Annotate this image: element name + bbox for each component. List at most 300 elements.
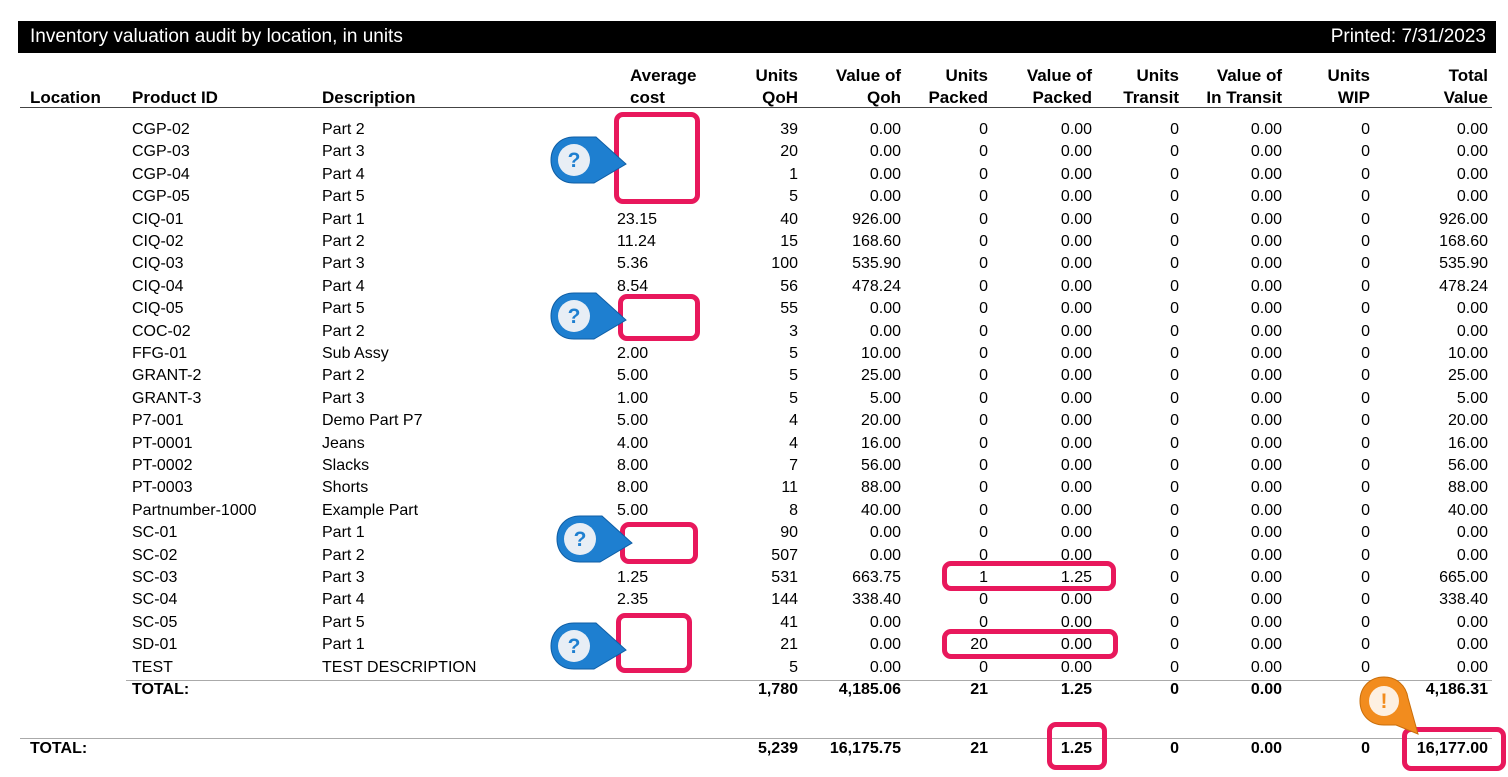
cell-units-qoh: 11 bbox=[781, 479, 798, 496]
cell-units-packed: 0 bbox=[979, 591, 988, 608]
cell-value-transit: 0.00 bbox=[1250, 121, 1282, 138]
cell-average-cost: 8.00 bbox=[617, 479, 649, 496]
cell-units-qoh: 531 bbox=[771, 569, 798, 586]
cell-total-value: 5.00 bbox=[1456, 390, 1488, 407]
cell-units-wip: 0 bbox=[1361, 300, 1370, 317]
cell-units-qoh: 100 bbox=[771, 255, 798, 272]
cell-units-wip: 0 bbox=[1361, 502, 1370, 519]
cell-average-cost: 5.00 bbox=[617, 367, 649, 384]
cell-description: Example Part bbox=[322, 502, 419, 519]
cell-units-qoh: 20 bbox=[780, 143, 798, 160]
cell-units-transit: 0 bbox=[1170, 547, 1179, 564]
cell-value-packed: 0.00 bbox=[1060, 233, 1092, 250]
cell-total-value: 0.00 bbox=[1456, 547, 1488, 564]
cell-description: Part 5 bbox=[322, 300, 365, 317]
header-units-wip: Units bbox=[1327, 66, 1370, 85]
cell-total-value: 0.00 bbox=[1456, 121, 1488, 138]
cell-average-cost: 4.00 bbox=[617, 435, 649, 452]
cell-value-packed: 0.00 bbox=[1060, 278, 1092, 295]
cell-units-qoh: 5 bbox=[789, 188, 798, 205]
cell-value-transit: 0.00 bbox=[1250, 502, 1282, 519]
cell-units-packed: 0 bbox=[979, 502, 988, 519]
cell-product-id: GRANT-3 bbox=[132, 390, 202, 407]
cell-units-transit: 0 bbox=[1170, 143, 1179, 160]
cell-units-packed: 0 bbox=[979, 614, 988, 631]
cell-product-id: PT-0003 bbox=[132, 479, 193, 496]
cell-units-transit: 0 bbox=[1170, 345, 1179, 362]
cell-description: Part 2 bbox=[322, 121, 365, 138]
location-total-value-transit: 0.00 bbox=[1250, 681, 1282, 698]
cell-units-qoh: 8 bbox=[789, 502, 798, 519]
cell-units-transit: 0 bbox=[1170, 569, 1179, 586]
cell-value-qoh: 663.75 bbox=[852, 569, 901, 586]
cell-units-transit: 0 bbox=[1170, 591, 1179, 608]
cell-product-id: CGP-02 bbox=[132, 121, 190, 138]
grand-total-value-qoh: 16,175.75 bbox=[829, 740, 901, 757]
cell-units-qoh: 21 bbox=[780, 636, 798, 653]
cell-value-qoh: 338.40 bbox=[852, 591, 901, 608]
cell-average-cost: 5.00 bbox=[617, 502, 649, 519]
question-callout-icon bbox=[548, 620, 628, 672]
header-value-packed-2: Packed bbox=[1032, 88, 1092, 107]
cell-units-transit: 0 bbox=[1170, 211, 1179, 228]
cell-value-packed: 0.00 bbox=[1060, 457, 1092, 474]
header-units-transit-2: Transit bbox=[1123, 88, 1179, 107]
cell-value-transit: 0.00 bbox=[1250, 255, 1282, 272]
cell-units-packed: 0 bbox=[979, 300, 988, 317]
cell-units-qoh: 55 bbox=[780, 300, 798, 317]
cell-value-qoh: 5.00 bbox=[869, 390, 901, 407]
cell-description: Shorts bbox=[322, 479, 369, 496]
cell-units-wip: 0 bbox=[1361, 390, 1370, 407]
cell-product-id: TEST bbox=[132, 659, 173, 676]
cell-description: Part 5 bbox=[322, 188, 365, 205]
cell-total-value: 0.00 bbox=[1456, 614, 1488, 631]
svg-text:?: ? bbox=[567, 635, 581, 658]
cell-units-packed: 0 bbox=[979, 188, 988, 205]
cell-total-value: 56.00 bbox=[1447, 457, 1488, 474]
cell-product-id: CIQ-04 bbox=[132, 278, 184, 295]
cell-units-qoh: 90 bbox=[780, 524, 798, 541]
cell-description: Part 4 bbox=[322, 591, 365, 608]
svg-text:!: ! bbox=[1380, 690, 1388, 713]
cell-units-wip: 0 bbox=[1361, 143, 1370, 160]
cell-value-packed: 0.00 bbox=[1060, 188, 1092, 205]
cell-product-id: SC-04 bbox=[132, 591, 178, 608]
header-average-cost-2: cost bbox=[630, 88, 665, 107]
cell-value-qoh: 16.00 bbox=[860, 435, 901, 452]
cell-units-transit: 0 bbox=[1170, 659, 1179, 676]
cell-units-qoh: 39 bbox=[780, 121, 798, 138]
cell-value-transit: 0.00 bbox=[1250, 636, 1282, 653]
cell-units-wip: 0 bbox=[1361, 166, 1370, 183]
cell-value-qoh: 0.00 bbox=[869, 143, 901, 160]
cell-units-packed: 0 bbox=[979, 457, 988, 474]
cell-units-transit: 0 bbox=[1170, 479, 1179, 496]
location-total-units-packed: 21 bbox=[970, 681, 988, 698]
cell-units-packed: 0 bbox=[979, 390, 988, 407]
cell-units-packed: 0 bbox=[979, 659, 988, 676]
cell-value-transit: 0.00 bbox=[1250, 188, 1282, 205]
cell-units-transit: 0 bbox=[1170, 502, 1179, 519]
cell-description: Part 3 bbox=[322, 390, 365, 407]
location-total-value-packed: 1.25 bbox=[1060, 681, 1092, 698]
cell-value-transit: 0.00 bbox=[1250, 457, 1282, 474]
cell-value-qoh: 0.00 bbox=[869, 659, 901, 676]
cell-value-qoh: 0.00 bbox=[869, 524, 901, 541]
highlight-packed-sd01 bbox=[942, 629, 1118, 659]
svg-text:?: ? bbox=[567, 149, 581, 172]
cell-units-packed: 0 bbox=[979, 435, 988, 452]
cell-value-qoh: 535.90 bbox=[852, 255, 901, 272]
header-value-qoh-2: Qoh bbox=[867, 88, 901, 107]
cell-description: Demo Part P7 bbox=[322, 412, 423, 429]
cell-units-transit: 0 bbox=[1170, 457, 1179, 474]
cell-product-id: SC-01 bbox=[132, 524, 178, 541]
cell-total-value: 20.00 bbox=[1447, 412, 1488, 429]
cell-units-transit: 0 bbox=[1170, 121, 1179, 138]
header-units-wip-2: WIP bbox=[1337, 88, 1370, 107]
cell-average-cost: 8.54 bbox=[617, 278, 649, 295]
cell-units-transit: 0 bbox=[1170, 412, 1179, 429]
cell-value-packed: 0.00 bbox=[1060, 479, 1092, 496]
cell-units-transit: 0 bbox=[1170, 166, 1179, 183]
cell-value-qoh: 0.00 bbox=[869, 166, 901, 183]
cell-product-id: SD-01 bbox=[132, 636, 178, 653]
cell-value-transit: 0.00 bbox=[1250, 390, 1282, 407]
cell-description: TEST DESCRIPTION bbox=[322, 659, 477, 676]
cell-units-qoh: 7 bbox=[789, 457, 798, 474]
cell-units-wip: 0 bbox=[1361, 412, 1370, 429]
cell-units-transit: 0 bbox=[1170, 188, 1179, 205]
cell-description: Part 3 bbox=[322, 569, 365, 586]
cell-units-transit: 0 bbox=[1170, 300, 1179, 317]
cell-total-value: 0.00 bbox=[1456, 166, 1488, 183]
cell-value-transit: 0.00 bbox=[1250, 547, 1282, 564]
cell-units-qoh: 4 bbox=[789, 412, 798, 429]
cell-product-id: COC-02 bbox=[132, 323, 191, 340]
warning-callout-icon bbox=[1356, 674, 1424, 736]
cell-product-id: PT-0001 bbox=[132, 435, 193, 452]
header-value-in-transit-2: In Transit bbox=[1206, 88, 1282, 107]
cell-total-value: 338.40 bbox=[1439, 591, 1488, 608]
cell-value-packed: 0.00 bbox=[1060, 591, 1092, 608]
cell-description: Part 3 bbox=[322, 255, 365, 272]
cell-units-transit: 0 bbox=[1170, 233, 1179, 250]
cell-average-cost: 5.36 bbox=[617, 255, 649, 272]
cell-value-packed: 0.00 bbox=[1060, 614, 1092, 631]
cell-units-wip: 0 bbox=[1361, 457, 1370, 474]
cell-value-transit: 0.00 bbox=[1250, 345, 1282, 362]
cell-units-wip: 0 bbox=[1361, 278, 1370, 295]
cell-value-qoh: 926.00 bbox=[852, 211, 901, 228]
cell-description: Part 4 bbox=[322, 166, 365, 183]
cell-units-packed: 0 bbox=[979, 211, 988, 228]
header-value-packed: Value of bbox=[1026, 66, 1092, 85]
cell-total-value: 0.00 bbox=[1456, 659, 1488, 676]
cell-value-transit: 0.00 bbox=[1250, 323, 1282, 340]
header-units-qoh-2: QoH bbox=[762, 88, 798, 107]
cell-total-value: 926.00 bbox=[1439, 211, 1488, 228]
cell-value-packed: 0.00 bbox=[1060, 502, 1092, 519]
cell-units-qoh: 507 bbox=[771, 547, 798, 564]
cell-value-qoh: 0.00 bbox=[869, 323, 901, 340]
location-total-label: TOTAL: bbox=[132, 681, 190, 698]
cell-value-packed: 0.00 bbox=[1060, 121, 1092, 138]
header-units-transit: Units bbox=[1136, 66, 1179, 85]
cell-value-qoh: 0.00 bbox=[869, 188, 901, 205]
cell-product-id: CIQ-02 bbox=[132, 233, 184, 250]
cell-units-packed: 0 bbox=[979, 412, 988, 429]
report-title-bar bbox=[18, 21, 1496, 53]
cell-total-value: 168.60 bbox=[1439, 233, 1488, 250]
cell-product-id: PT-0002 bbox=[132, 457, 193, 474]
cell-units-qoh: 15 bbox=[780, 233, 798, 250]
cell-value-qoh: 478.24 bbox=[852, 278, 901, 295]
cell-units-wip: 0 bbox=[1361, 435, 1370, 452]
cell-value-qoh: 20.00 bbox=[860, 412, 901, 429]
cell-units-transit: 0 bbox=[1170, 435, 1179, 452]
cell-units-qoh: 5 bbox=[789, 345, 798, 362]
cell-description: Part 1 bbox=[322, 524, 365, 541]
cell-value-packed: 0.00 bbox=[1060, 435, 1092, 452]
cell-total-value: 0.00 bbox=[1456, 300, 1488, 317]
cell-product-id: Partnumber-1000 bbox=[132, 502, 257, 519]
cell-value-packed: 0.00 bbox=[1060, 323, 1092, 340]
cell-value-packed: 0.00 bbox=[1060, 300, 1092, 317]
cell-value-transit: 0.00 bbox=[1250, 435, 1282, 452]
highlight-missing-cost-ciq05 bbox=[618, 294, 700, 341]
cell-value-qoh: 0.00 bbox=[869, 121, 901, 138]
cell-value-transit: 0.00 bbox=[1250, 569, 1282, 586]
cell-average-cost: 11.24 bbox=[617, 233, 656, 250]
cell-total-value: 478.24 bbox=[1439, 278, 1488, 295]
cell-value-qoh: 25.00 bbox=[860, 367, 901, 384]
grand-total-units-packed: 21 bbox=[970, 740, 988, 757]
cell-value-packed: 0.00 bbox=[1060, 659, 1092, 676]
cell-average-cost: 23.15 bbox=[617, 211, 658, 228]
cell-product-id: SC-03 bbox=[132, 569, 178, 586]
header-total-value: Total bbox=[1448, 66, 1488, 85]
cell-description: Part 2 bbox=[322, 547, 365, 564]
cell-value-packed: 0.00 bbox=[1060, 367, 1092, 384]
subtotal-divider bbox=[126, 680, 1492, 681]
cell-average-cost: 2.00 bbox=[617, 345, 649, 362]
cell-units-transit: 0 bbox=[1170, 278, 1179, 295]
grand-total-label: TOTAL: bbox=[30, 740, 88, 757]
cell-units-packed: 0 bbox=[979, 479, 988, 496]
cell-value-packed: 0.00 bbox=[1060, 412, 1092, 429]
cell-units-transit: 0 bbox=[1170, 367, 1179, 384]
cell-value-qoh: 88.00 bbox=[860, 479, 901, 496]
cell-units-qoh: 5 bbox=[789, 390, 798, 407]
cell-total-value: 40.00 bbox=[1447, 502, 1488, 519]
cell-units-packed: 20 bbox=[970, 636, 988, 653]
svg-text:?: ? bbox=[567, 305, 581, 328]
header-value-qoh: Value of bbox=[835, 66, 901, 85]
cell-description: Part 3 bbox=[322, 143, 365, 160]
cell-value-packed: 0.00 bbox=[1060, 390, 1092, 407]
question-callout-icon bbox=[548, 134, 628, 186]
cell-units-qoh: 5 bbox=[789, 659, 798, 676]
cell-value-packed: 0.00 bbox=[1060, 636, 1092, 653]
cell-units-wip: 0 bbox=[1361, 345, 1370, 362]
cell-units-wip: 0 bbox=[1361, 659, 1370, 676]
cell-value-qoh: 56.00 bbox=[860, 457, 901, 474]
location-total-value-qoh: 4,185.06 bbox=[838, 681, 901, 698]
cell-average-cost: 8.00 bbox=[617, 457, 649, 474]
cell-average-cost: 2.35 bbox=[617, 591, 649, 608]
cell-description: Part 1 bbox=[322, 636, 365, 653]
cell-units-qoh: 1 bbox=[789, 166, 798, 183]
cell-description: Sub Assy bbox=[322, 345, 389, 362]
header-product-id: Product ID bbox=[132, 88, 218, 107]
cell-total-value: 16.00 bbox=[1447, 435, 1488, 452]
cell-product-id: CGP-04 bbox=[132, 166, 190, 183]
cell-value-packed: 0.00 bbox=[1060, 524, 1092, 541]
cell-units-packed: 0 bbox=[979, 143, 988, 160]
cell-average-cost: 1.25 bbox=[617, 569, 649, 586]
cell-value-transit: 0.00 bbox=[1250, 412, 1282, 429]
header-value-in-transit: Value of bbox=[1216, 66, 1282, 85]
cell-units-packed: 0 bbox=[979, 166, 988, 183]
cell-average-cost: 1.00 bbox=[617, 390, 649, 407]
cell-value-packed: 0.00 bbox=[1060, 143, 1092, 160]
cell-total-value: 10.00 bbox=[1447, 345, 1488, 362]
cell-product-id: CGP-05 bbox=[132, 188, 190, 205]
cell-product-id: SC-02 bbox=[132, 547, 178, 564]
cell-value-qoh: 0.00 bbox=[869, 300, 901, 317]
cell-value-qoh: 0.00 bbox=[869, 614, 901, 631]
cell-units-transit: 0 bbox=[1170, 390, 1179, 407]
cell-description: Part 4 bbox=[322, 278, 365, 295]
cell-value-transit: 0.00 bbox=[1250, 591, 1282, 608]
cell-total-value: 0.00 bbox=[1456, 323, 1488, 340]
cell-value-transit: 0.00 bbox=[1250, 278, 1282, 295]
cell-value-packed: 0.00 bbox=[1060, 255, 1092, 272]
cell-units-packed: 0 bbox=[979, 255, 988, 272]
cell-total-value: 0.00 bbox=[1456, 188, 1488, 205]
cell-units-wip: 0 bbox=[1361, 323, 1370, 340]
cell-units-wip: 0 bbox=[1361, 255, 1370, 272]
cell-units-transit: 0 bbox=[1170, 524, 1179, 541]
header-divider bbox=[20, 107, 1492, 108]
cell-units-wip: 0 bbox=[1361, 614, 1370, 631]
cell-product-id: FFG-01 bbox=[132, 345, 188, 362]
question-callout-icon bbox=[548, 290, 628, 342]
cell-product-id: P7-001 bbox=[132, 412, 184, 429]
cell-total-value: 535.90 bbox=[1439, 255, 1488, 272]
cell-description: Part 5 bbox=[322, 614, 365, 631]
cell-units-packed: 0 bbox=[979, 367, 988, 384]
cell-product-id: CGP-03 bbox=[132, 143, 190, 160]
cell-units-wip: 0 bbox=[1361, 479, 1370, 496]
cell-total-value: 665.00 bbox=[1439, 569, 1488, 586]
cell-units-wip: 0 bbox=[1361, 524, 1370, 541]
cell-units-qoh: 3 bbox=[789, 323, 798, 340]
cell-units-packed: 0 bbox=[979, 278, 988, 295]
cell-total-value: 0.00 bbox=[1456, 143, 1488, 160]
cell-value-transit: 0.00 bbox=[1250, 367, 1282, 384]
cell-units-packed: 0 bbox=[979, 233, 988, 250]
location-total-units-qoh: 1,780 bbox=[757, 681, 798, 698]
grand-total-value-packed: 1.25 bbox=[1060, 740, 1092, 757]
cell-value-transit: 0.00 bbox=[1250, 211, 1282, 228]
report-title: Inventory valuation audit by location, in units bbox=[30, 26, 403, 47]
cell-units-qoh: 56 bbox=[780, 278, 798, 295]
cell-value-transit: 0.00 bbox=[1250, 166, 1282, 183]
cell-value-qoh: 40.00 bbox=[860, 502, 901, 519]
cell-value-qoh: 0.00 bbox=[869, 547, 901, 564]
cell-value-transit: 0.00 bbox=[1250, 479, 1282, 496]
grand-total-units-qoh: 5,239 bbox=[757, 740, 798, 757]
cell-units-wip: 0 bbox=[1361, 233, 1370, 250]
cell-description: Slacks bbox=[322, 457, 370, 474]
cell-value-qoh: 0.00 bbox=[869, 636, 901, 653]
cell-description: Part 2 bbox=[322, 367, 365, 384]
cell-units-wip: 0 bbox=[1361, 636, 1370, 653]
cell-units-wip: 0 bbox=[1361, 367, 1370, 384]
cell-product-id: SC-05 bbox=[132, 614, 178, 631]
header-units-packed-2: Packed bbox=[928, 88, 988, 107]
header-units-qoh: Units bbox=[755, 66, 798, 85]
cell-units-wip: 0 bbox=[1361, 547, 1370, 564]
cell-units-packed: 0 bbox=[979, 345, 988, 362]
cell-units-transit: 0 bbox=[1170, 614, 1179, 631]
cell-units-qoh: 40 bbox=[780, 211, 798, 228]
cell-value-packed: 0.00 bbox=[1060, 166, 1092, 183]
cell-units-qoh: 144 bbox=[771, 591, 798, 608]
cell-units-wip: 0 bbox=[1361, 591, 1370, 608]
cell-total-value: 25.00 bbox=[1447, 367, 1488, 384]
cell-units-transit: 0 bbox=[1170, 323, 1179, 340]
header-total-value-2: Value bbox=[1443, 88, 1488, 107]
cell-value-packed: 0.00 bbox=[1060, 547, 1092, 564]
cell-description: Part 2 bbox=[322, 233, 365, 250]
cell-units-packed: 1 bbox=[979, 569, 988, 586]
cell-value-qoh: 168.60 bbox=[852, 233, 901, 250]
cell-value-transit: 0.00 bbox=[1250, 233, 1282, 250]
cell-value-qoh: 10.00 bbox=[860, 345, 901, 362]
cell-value-packed: 0.00 bbox=[1060, 211, 1092, 228]
highlight-grand-value-packed bbox=[1047, 722, 1107, 770]
cell-units-packed: 0 bbox=[979, 121, 988, 138]
cell-units-wip: 0 bbox=[1361, 188, 1370, 205]
cell-units-packed: 0 bbox=[979, 547, 988, 564]
cell-description: Jeans bbox=[322, 435, 365, 452]
grand-total-units-wip: 0 bbox=[1361, 740, 1370, 757]
cell-average-cost: 5.00 bbox=[617, 412, 649, 429]
header-description: Description bbox=[322, 88, 416, 107]
grand-total-units-transit: 0 bbox=[1170, 740, 1179, 757]
header-location: Location bbox=[30, 88, 101, 107]
cell-product-id: CIQ-05 bbox=[132, 300, 184, 317]
cell-units-transit: 0 bbox=[1170, 255, 1179, 272]
cell-total-value: 0.00 bbox=[1456, 636, 1488, 653]
cell-value-transit: 0.00 bbox=[1250, 659, 1282, 676]
cell-units-packed: 0 bbox=[979, 323, 988, 340]
grand-total-value-transit: 0.00 bbox=[1250, 740, 1282, 757]
question-callout-icon bbox=[554, 513, 634, 565]
highlight-packed-sc03 bbox=[942, 561, 1116, 591]
cell-value-transit: 0.00 bbox=[1250, 524, 1282, 541]
cell-value-transit: 0.00 bbox=[1250, 614, 1282, 631]
cell-units-qoh: 5 bbox=[789, 367, 798, 384]
cell-value-packed: 0.00 bbox=[1060, 345, 1092, 362]
cell-total-value: 0.00 bbox=[1456, 524, 1488, 541]
cell-product-id: GRANT-2 bbox=[132, 367, 202, 384]
cell-product-id: CIQ-03 bbox=[132, 255, 184, 272]
